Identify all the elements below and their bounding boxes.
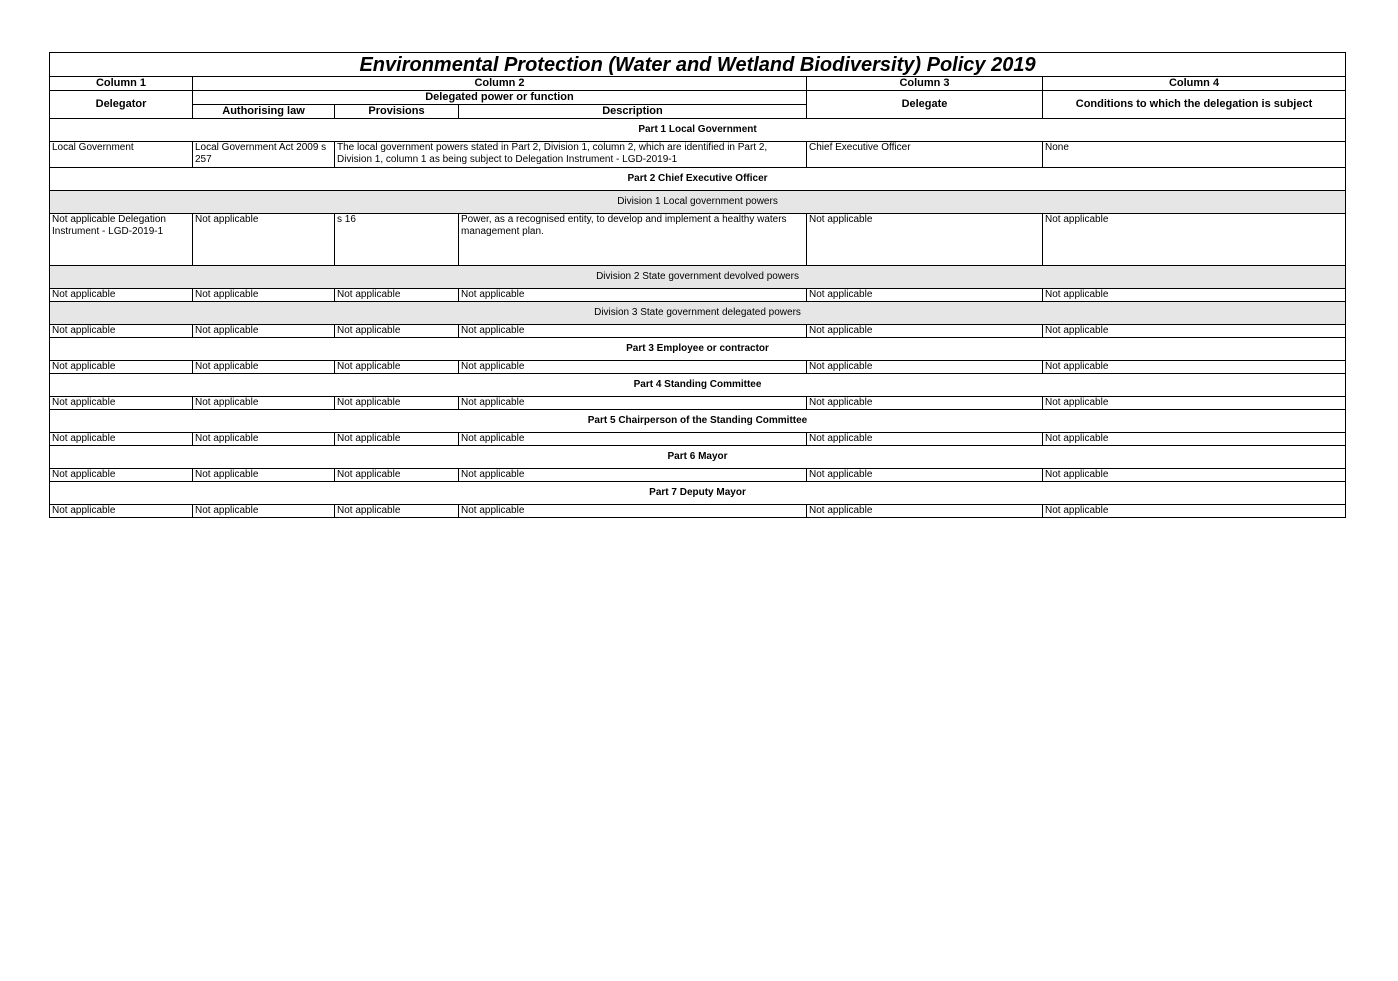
delegator-cell: Not applicable: [50, 505, 193, 518]
description-cell: Not applicable: [459, 433, 807, 446]
provisions-cell: Not applicable: [335, 325, 459, 338]
column-4-header: Column 4: [1043, 77, 1346, 91]
table-row: [50, 289, 1346, 302]
part-1-heading: Part 1 Local Government: [50, 119, 1346, 142]
authorising-law-cell: Not applicable: [193, 469, 335, 482]
provisions-cell: Not applicable: [335, 505, 459, 518]
authorising-law-header: Authorising law: [193, 105, 335, 119]
part-2-heading: Part 2 Chief Executive Officer: [50, 168, 1346, 191]
description-cell: Not applicable: [459, 397, 807, 410]
conditions-cell: Not applicable: [1043, 289, 1346, 302]
authorising-law-cell: Not applicable: [193, 433, 335, 446]
page-title: Environmental Protection (Water and Wetland Biodiversity) Policy 2019: [50, 53, 1346, 77]
delegator-header: Delegator: [50, 91, 193, 119]
table-row: [50, 397, 1346, 410]
table-row: [50, 142, 1346, 168]
provisions-cell: Not applicable: [335, 397, 459, 410]
column-3-header: Column 3: [807, 77, 1043, 91]
conditions-cell: Not applicable: [1043, 214, 1346, 266]
delegator-cell: Not applicable: [50, 469, 193, 482]
authorising-law-cell: Not applicable: [193, 325, 335, 338]
authorising-law-cell: Not applicable: [193, 505, 335, 518]
provisions-cell: Not applicable: [335, 433, 459, 446]
delegate-cell: Not applicable: [807, 505, 1043, 518]
provisions-header: Provisions: [335, 105, 459, 119]
conditions-header: Conditions to which the delegation is subject: [1043, 91, 1346, 119]
authorising-law-cell: Not applicable: [193, 214, 335, 266]
delegator-cell: Not applicable: [50, 289, 193, 302]
delegate-cell: Not applicable: [807, 361, 1043, 374]
delegation-table: [49, 52, 1346, 518]
conditions-cell: Not applicable: [1043, 469, 1346, 482]
authorising-law-cell: Local Government Act 2009 s 257: [193, 142, 335, 168]
delegate-cell: Not applicable: [807, 469, 1043, 482]
description-header: Description: [459, 105, 807, 119]
authorising-law-cell: Not applicable: [193, 289, 335, 302]
column-1-header: Column 1: [50, 77, 193, 91]
conditions-cell: Not applicable: [1043, 505, 1346, 518]
provisions-cell: Not applicable: [335, 469, 459, 482]
delegator-cell: Not applicable Delegation Instrument - LGD-2019-1: [50, 214, 193, 266]
description-cell: Not applicable: [459, 289, 807, 302]
delegator-cell: Not applicable: [50, 433, 193, 446]
delegator-cell: Not applicable: [50, 397, 193, 410]
delegate-cell: Not applicable: [807, 214, 1043, 266]
delegator-cell: Local Government: [50, 142, 193, 168]
column-2-header: Column 2: [193, 77, 807, 91]
delegate-cell: Not applicable: [807, 397, 1043, 410]
table-row: [50, 325, 1346, 338]
table-row: [50, 214, 1346, 266]
description-cell: Not applicable: [459, 325, 807, 338]
delegate-cell: Chief Executive Officer: [807, 142, 1043, 168]
description-cell: The local government powers stated in Part 2, Division 1, column 2, which are identified in Part 2, Division 1, column 1 as being subject to Delegation Instrument - LGD-2019-1: [335, 142, 807, 168]
authorising-law-cell: Not applicable: [193, 361, 335, 374]
provisions-cell: Not applicable: [335, 289, 459, 302]
delegate-cell: Not applicable: [807, 289, 1043, 302]
description-cell: Power, as a recognised entity, to develop and implement a healthy waters management plan.: [459, 214, 807, 266]
part-6-heading: Part 6 Mayor: [50, 446, 1346, 469]
part-3-heading: Part 3 Employee or contractor: [50, 338, 1346, 361]
table-row: [50, 433, 1346, 446]
division-1-heading: Division 1 Local government powers: [50, 191, 1346, 214]
description-cell: Not applicable: [459, 505, 807, 518]
provisions-cell: s 16: [335, 214, 459, 266]
delegate-cell: Not applicable: [807, 433, 1043, 446]
delegated-power-header: Delegated power or function: [193, 91, 807, 105]
delegate-header: Delegate: [807, 91, 1043, 119]
division-2-heading: Division 2 State government devolved powers: [50, 266, 1346, 289]
description-cell: Not applicable: [459, 361, 807, 374]
table-row: [50, 505, 1346, 518]
provisions-cell: Not applicable: [335, 361, 459, 374]
part-5-heading: Part 5 Chairperson of the Standing Committee: [50, 410, 1346, 433]
conditions-cell: Not applicable: [1043, 325, 1346, 338]
conditions-cell: Not applicable: [1043, 397, 1346, 410]
conditions-cell: None: [1043, 142, 1346, 168]
part-4-heading: Part 4 Standing Committee: [50, 374, 1346, 397]
division-3-heading: Division 3 State government delegated powers: [50, 302, 1346, 325]
part-7-heading: Part 7 Deputy Mayor: [50, 482, 1346, 505]
delegator-cell: Not applicable: [50, 325, 193, 338]
delegate-cell: Not applicable: [807, 325, 1043, 338]
delegator-cell: Not applicable: [50, 361, 193, 374]
authorising-law-cell: Not applicable: [193, 397, 335, 410]
description-cell: Not applicable: [459, 469, 807, 482]
table-row: [50, 361, 1346, 374]
table-row: [50, 469, 1346, 482]
conditions-cell: Not applicable: [1043, 361, 1346, 374]
conditions-cell: Not applicable: [1043, 433, 1346, 446]
